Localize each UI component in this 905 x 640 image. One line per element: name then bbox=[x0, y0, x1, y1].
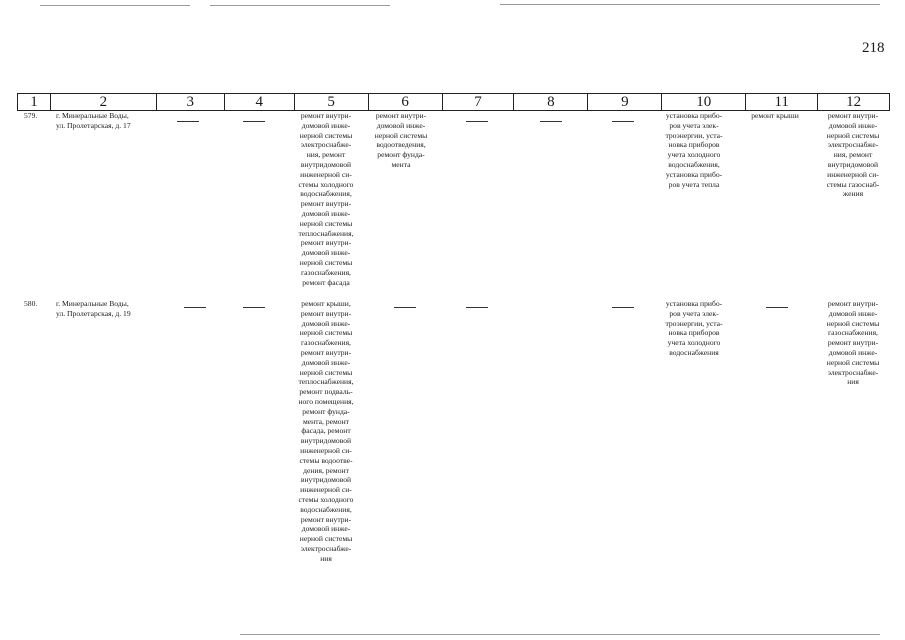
col5-cell: ремонт внутри- домовой инже- нерной системы электроснабже- ния, ремонт внутридомовой инженерной си- стемы холодного водоснабжения, ремонт внутри- домовой инже- нерной системы теплоснабжения, ремонт внутри- домовой инже- нерной системы газоснабжения, ремонт фасада bbox=[298, 111, 354, 287]
scan-edge-top bbox=[40, 5, 190, 6]
address-line: г. Минеральные Воды, bbox=[56, 299, 129, 308]
header-col-4: 4 bbox=[225, 94, 295, 110]
empty-cell-dash bbox=[184, 307, 206, 308]
empty-cell-dash bbox=[243, 307, 265, 308]
table-header-row bbox=[17, 93, 890, 111]
row-number: 580. bbox=[24, 299, 38, 308]
address-cell bbox=[56, 299, 131, 319]
header-col-5: 5 bbox=[295, 94, 369, 110]
header-col-7: 7 bbox=[443, 94, 515, 110]
scan-edge-bottom bbox=[240, 634, 880, 635]
header-col-2: 2 bbox=[51, 94, 157, 110]
empty-cell-dash bbox=[466, 307, 488, 308]
header-col-6: 6 bbox=[369, 94, 443, 110]
empty-cell-dash bbox=[466, 121, 488, 122]
address-line: ул. Пролетарская, д. 17 bbox=[56, 120, 131, 130]
empty-cell-dash bbox=[243, 121, 265, 122]
empty-cell-dash bbox=[540, 121, 562, 122]
empty-cell-dash bbox=[177, 121, 199, 122]
col12-cell: ремонт внутри- домовой инже- нерной системы электроснабже- ния, ремонт внутридомовой инженерной си- стемы газоснаб- жения bbox=[826, 111, 880, 199]
col5-cell: ремонт крыши, ремонт внутри- домовой инже- нерной системы газоснабжения, ремонт внутри- домовой инже- нерной системы теплоснабжения, ремонт подваль- ного помещения, ремонт фунда- мента, ремонт фасада, ремонт внутридомовой инженерной си- стемы водоотве- дения, ремонт внутридомовой инженерной си- стемы холодного водоснабжения, ремонт внутри- домовой инже- нерной системы электроснабже- ния bbox=[298, 299, 354, 563]
empty-cell-dash bbox=[766, 307, 788, 308]
col12-cell: ремонт внутри- домовой инже- нерной системы газоснабжения, ремонт внутри- домовой инже- нерной системы электроснабже- ния bbox=[826, 299, 880, 387]
header-col-11: 11 bbox=[746, 94, 818, 110]
header-col-1: 1 bbox=[18, 94, 51, 110]
row-number: 579. bbox=[24, 111, 38, 120]
col6-cell: ремонт внутри- домовой инже- нерной системы водоотведения, ремонт фунда- мента bbox=[374, 111, 428, 169]
empty-cell-dash bbox=[612, 307, 634, 308]
header-col-10: 10 bbox=[662, 94, 746, 110]
scan-edge-top bbox=[500, 4, 880, 5]
col10-cell: установка прибо- ров учета элек- троэнергии, уста- новка приборов учета холодного водоснабжения bbox=[665, 299, 723, 357]
address-line: ул. Пролетарская, д. 19 bbox=[56, 308, 131, 318]
header-col-12: 12 bbox=[818, 94, 890, 110]
page-number: 218 bbox=[862, 40, 885, 56]
address-line: г. Минеральные Воды, bbox=[56, 111, 129, 120]
header-col-8: 8 bbox=[514, 94, 588, 110]
col10-cell: установка прибо- ров учета элек- троэнергии, уста- новка приборов учета холодного водоснабжения, установка прибо- ров учета тепла bbox=[665, 111, 723, 189]
col11-cell: ремонт крыши bbox=[751, 111, 799, 120]
empty-cell-dash bbox=[394, 307, 416, 308]
address-cell bbox=[56, 111, 131, 131]
header-col-3: 3 bbox=[157, 94, 225, 110]
header-col-9: 9 bbox=[588, 94, 662, 110]
scan-edge-top bbox=[210, 5, 390, 6]
empty-cell-dash bbox=[612, 121, 634, 122]
